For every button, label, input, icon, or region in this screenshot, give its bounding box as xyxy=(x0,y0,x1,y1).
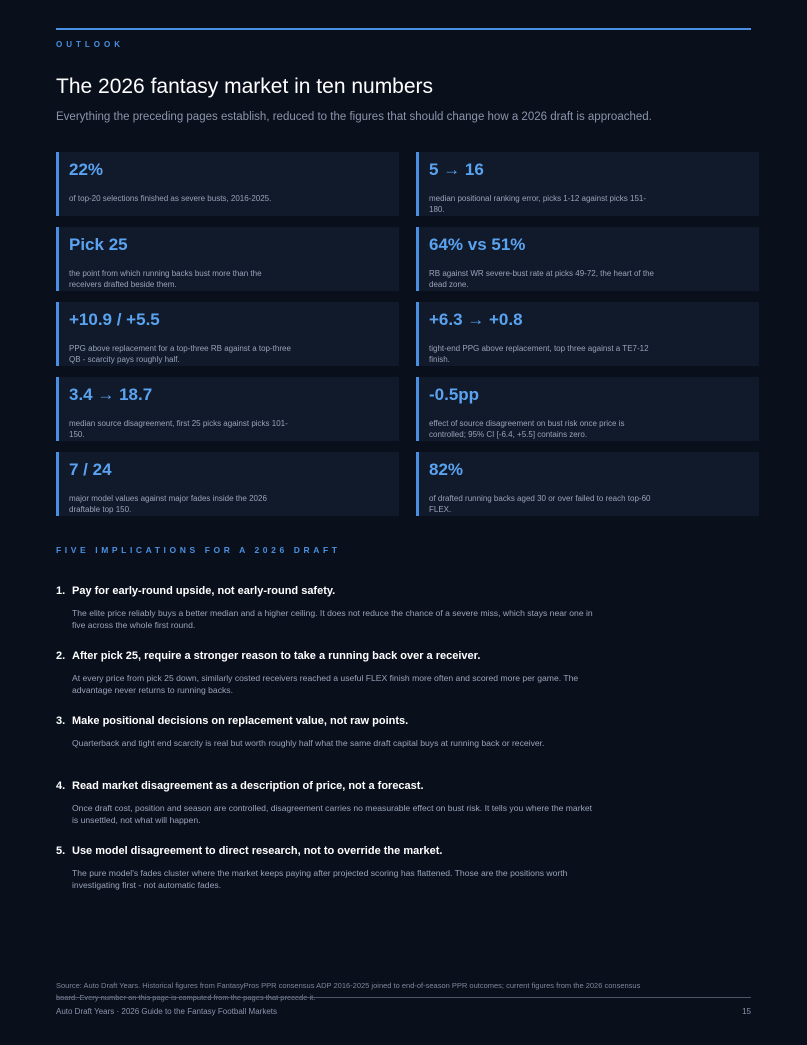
implication-number: 1. xyxy=(56,585,66,597)
stat-value: 7 / 24 xyxy=(69,460,112,479)
stat-card xyxy=(56,452,399,516)
implication-heading xyxy=(56,779,596,793)
stat-description: effect of source disagreement on bust risk once price is controlled; 95% CI [-6.4, +5.5] contains zero. xyxy=(429,419,625,439)
footer-rule xyxy=(56,997,751,998)
implication-item xyxy=(56,844,596,891)
stat-description: of top-20 selections finished as severe busts, 2016-2025. xyxy=(69,194,272,203)
stat-value: +6.3 → +0.8 xyxy=(429,310,523,329)
page-title: The 2026 fantasy market in ten numbers xyxy=(56,75,434,98)
implication-heading xyxy=(56,844,596,858)
stat-description: PPG above replacement for a top-three RB against a top-three QB - scarcity pays roughly half. xyxy=(69,344,291,364)
implication-body: The elite price reliably buys a better median and a higher ceiling. It does not reduce the chance of a severe miss, which stays near one in five across the whole first round. xyxy=(72,608,593,630)
stat-card xyxy=(416,227,759,291)
stat-description: of drafted running backs aged 30 or over failed to reach top-60 FLEX. xyxy=(429,494,651,514)
implication-heading xyxy=(56,649,596,663)
footer-publication: Auto Draft Years · 2026 Guide to the Fantasy Football Markets xyxy=(56,1007,278,1016)
page-number: 15 xyxy=(742,1007,751,1016)
implications-heading: FIVE IMPLICATIONS FOR A 2026 DRAFT xyxy=(56,545,341,555)
stat-card xyxy=(416,377,759,441)
implication-item xyxy=(56,714,596,749)
implication-number: 3. xyxy=(56,715,66,727)
stat-card xyxy=(56,227,399,291)
stat-description: major model values against major fades inside the 2026 draftable top 150. xyxy=(69,494,267,514)
implication-heading xyxy=(56,584,596,598)
stat-value: -0.5pp xyxy=(429,385,480,404)
implication-number: 4. xyxy=(56,780,66,792)
stat-value: 3.4 → 18.7 xyxy=(69,385,153,404)
implication-title: Use model disagreement to direct research, not to override the market. xyxy=(72,845,443,857)
implication-heading xyxy=(56,714,596,728)
stat-card xyxy=(56,377,399,441)
implication-title: After pick 25, require a stronger reason to take a running back over a receiver. xyxy=(72,650,481,662)
implication-body: At every price from pick 25 down, similarly costed receivers reached a useful FLEX finish more often and scored more per game. The advantage never returns to running backs. xyxy=(72,673,579,695)
section-eyebrow: OUTLOOK xyxy=(56,40,124,49)
implication-title: Pay for early-round upside, not early-round safety. xyxy=(72,585,336,597)
stat-value: 5 → 16 xyxy=(429,160,484,179)
top-rule xyxy=(56,28,751,30)
implication-body: Once draft cost, position and season are controlled, disagreement carries no measurable effect on bust risk. It tells you where the market is unsettled, not what will happen. xyxy=(72,803,593,825)
implication-number: 2. xyxy=(56,650,66,662)
stat-description: median source disagreement, first 25 picks against picks 101-150. xyxy=(69,419,288,439)
stat-value: 82% xyxy=(429,460,464,479)
stat-description: tight-end PPG above replacement, top three against a TE7-12 finish. xyxy=(429,344,649,364)
implication-body: The pure model's fades cluster where the market keeps paying after projected scoring has flattened. Those are the positions worth investigating first - not automatic fades. xyxy=(72,868,568,890)
stat-value: 64% vs 51% xyxy=(429,235,526,254)
implication-body: Quarterback and tight end scarcity is real but worth roughly half what the same draft capital buys at running back or receiver. xyxy=(72,738,545,748)
implication-title: Read market disagreement as a description of price, not a forecast. xyxy=(72,780,424,792)
implication-number: 5. xyxy=(56,845,66,857)
stat-card xyxy=(56,302,399,366)
stat-description: the point from which running backs bust more than the receivers drafted beside them. xyxy=(69,269,262,289)
stat-card xyxy=(56,152,399,216)
source-note: Source: Auto Draft Years. Historical figures from FantasyPros PPR consensus ADP 2016-2025 joined to end-of-season PPR outcomes; current figures from the 2026 consensus xyxy=(56,981,641,990)
page-subtitle: Everything the preceding pages establish, reduced to the figures that should change how a 2026 draft is approached. xyxy=(56,111,652,123)
stat-value: Pick 25 xyxy=(69,235,128,254)
stat-card xyxy=(416,152,759,216)
stat-card xyxy=(416,452,759,516)
stat-value: +10.9 / +5.5 xyxy=(69,310,160,329)
implication-item xyxy=(56,584,596,631)
stat-value: 22% xyxy=(69,160,104,179)
implication-title: Make positional decisions on replacement value, not raw points. xyxy=(72,715,409,727)
stat-description: median positional ranking error, picks 1-12 against picks 151-180. xyxy=(429,194,647,214)
implication-item xyxy=(56,779,596,826)
stat-card xyxy=(416,302,759,366)
implication-item xyxy=(56,649,596,696)
stat-description: RB against WR severe-bust rate at picks 49-72, the heart of the dead zone. xyxy=(429,269,654,289)
